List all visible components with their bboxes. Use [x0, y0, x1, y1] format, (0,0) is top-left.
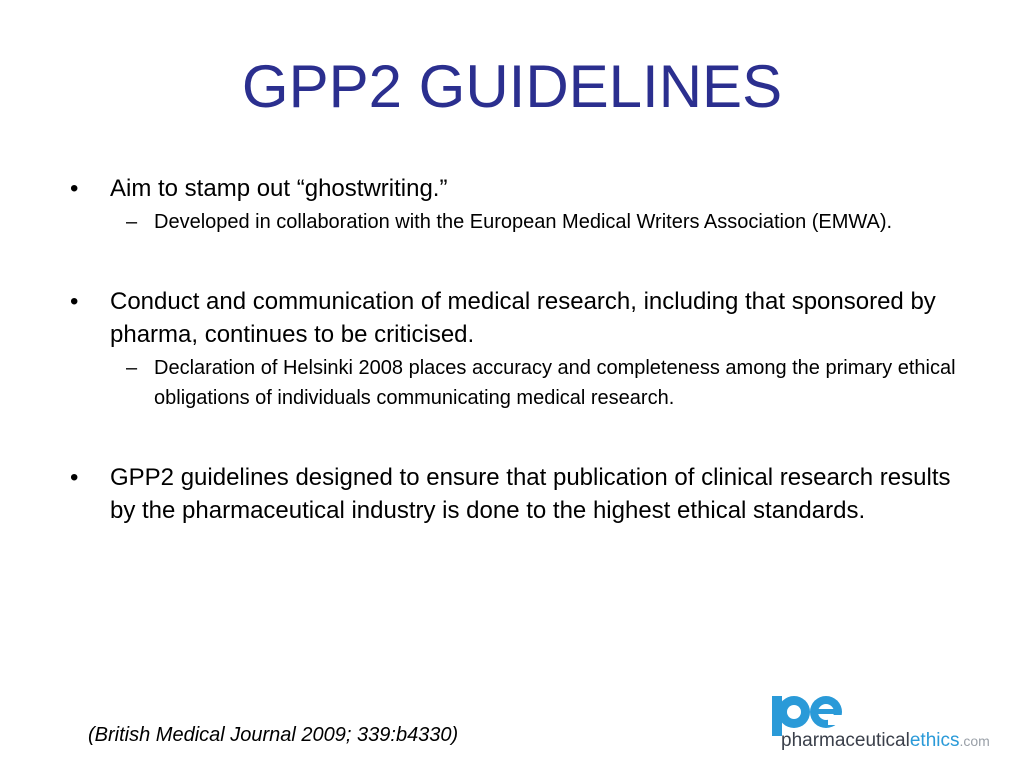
- sub-bullet-text: Declaration of Helsinki 2008 places accuracy and completeness among the primary ethical obligations of individuals communicating medical research.: [154, 357, 956, 409]
- logo-text-pharmaceutical: pharmaceutical: [781, 730, 910, 751]
- logo-text-ethics: ethics: [909, 730, 960, 751]
- citation: (British Medical Journal 2009; 339:b4330): [88, 724, 459, 746]
- bullet-list: [70, 172, 980, 527]
- bullet-marker: •: [70, 175, 79, 202]
- bullet-text: GPP2 guidelines designed to ensure that publication of clinical research results by the pharmaceutical industry is done to the highest ethical standards.: [110, 464, 951, 524]
- sub-bullet-text: Developed in collaboration with the European Medical Writers Association (EMWA).: [154, 211, 893, 233]
- sub-bullet-item: [70, 207, 980, 237]
- bullet-item: [70, 461, 980, 527]
- bullet-item: [70, 285, 980, 351]
- logo-wordmark: [781, 730, 990, 752]
- bullet-text: Aim to stamp out “ghostwriting.”: [110, 175, 448, 202]
- sub-bullet-item: [70, 353, 980, 413]
- logo-text-dotcom: .com: [959, 733, 990, 749]
- pharmaceutical-ethics-logo: [768, 692, 1018, 758]
- bullet-marker: •: [70, 464, 79, 491]
- bullet-marker: •: [70, 288, 79, 315]
- dash-marker: –: [126, 211, 138, 233]
- bullet-text: Conduct and communication of medical research, including that sponsored by pharma, continues to be criticised.: [110, 288, 936, 348]
- dash-marker: –: [126, 357, 138, 379]
- slide-title: GPP2 GUIDELINES: [241, 53, 783, 120]
- bullet-item: [70, 172, 980, 205]
